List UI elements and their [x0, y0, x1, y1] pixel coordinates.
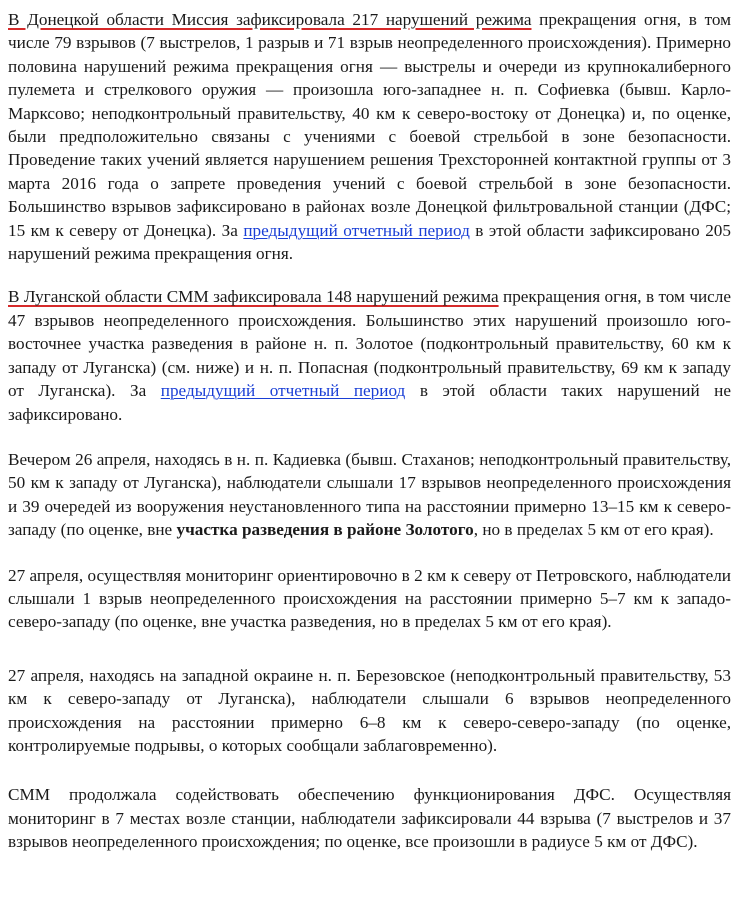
- paragraph-text: Вечером 26 апреля, находясь в н. п. Кадиевка (бывш. Стаханов; неподконтрольный правительству, 50 км к западу от Луганска), наблюдатели слышали 17 взрывов неопределенного происхождения и 39 очередей из вооружения неустановленного типа на расстоянии примерно 13–15 км к северо-западу (по оценке, вне: [8, 449, 731, 540]
- paragraph-text: в этой области зафиксировано 205 нарушений режима прекращения огня.: [8, 220, 731, 264]
- paragraph-text: прекращения огня, в том числе 47 взрывов неопределенного происхождения. Большинство этих нарушений произошло юго-восточнее участка разведения в районе н. п. Золотое (подконтрольный правительству, 60 км к западу от Луганска) (см. ниже) и н. п. Попасная (подконтрольный правительству, 69 км к западу от Луганска). За: [8, 287, 731, 401]
- paragraph-text: в этой области таких нарушений не зафиксировано.: [8, 381, 731, 424]
- paragraph-berezovske: [8, 664, 731, 758]
- paragraph-petrovske: [8, 564, 731, 634]
- bold-disengagement-area: участка разведения в районе Золотого: [176, 520, 474, 540]
- paragraph-text: 27 апреля, находясь на западной окраине н. п. Березовское (неподконтрольный правительству, 53 км к северо-западу от Луганска), наблюдатели слышали 6 взрывов неопределенного происхождения на расстоянии примерно 6–8 км к северо-северо-западу (по оценке, контролируемые подрывы, о которых сообщали заблаговременно).: [8, 665, 731, 755]
- previous-period-link[interactable]: предыдущий отчетный период: [160, 381, 406, 401]
- paragraph-text: СММ продолжала содействовать обеспечению функционирования ДФС. Осуществляя мониторинг в 7 местах возле станции, наблюдатели зафиксировали 44 взрыва (7 выстрелов и 37 взрывов неопределенного происхождения; по оценке, все произошли в радиусе 5 км от ДФС).: [8, 785, 731, 852]
- highlighted-heading-donetsk: В Донецкой области Миссия зафиксировала 217 нарушений режима: [8, 10, 532, 29]
- document-body: [8, 0, 731, 854]
- paragraph-text: прекращения огня, в том числе 79 взрывов (7 выстрелов, 1 разрыв и 71 взрыв неопределенного происхождения). Примерно половина нарушений режима прекращения огня — выстрелы и очереди из крупнокалиберного пулемета и стрелкового оружия — произошла юго-западнее н. п. Софиевка (бывш. Карло-Марксово; неподконтрольный правительству, 40 км к северо-востоку от Донецка) и, по оценке, были предположительно связаны с учениями с боевой стрельбой в зоне безопасности. Проведение таких учений является нарушением решения Трехсторонней контактной группы от 3 марта 2016 года о запрете проведения учений с боевой стрельбой в зоне безопасности. Большинство взрывов зафиксировано в районах возле Донецкой фильтровальной станции (ДФС; 15 км к северу от Донецка). За: [8, 10, 731, 240]
- paragraph-text: 27 апреля, осуществляя мониторинг ориентировочно в 2 км к северу от Петровского, наблюдатели слышали 1 взрыв неопределенного происхождения на расстоянии примерно 5–7 км к западо-северо-западу (по оценке, вне участка разведения, но в пределах 5 км от его края).: [8, 565, 731, 632]
- paragraph-kadiivka: [8, 448, 731, 542]
- paragraph-luhansk: [8, 285, 731, 425]
- previous-period-link[interactable]: предыдущий отчетный период: [243, 220, 470, 240]
- paragraph-dfs: [8, 783, 731, 853]
- paragraph-donetsk: [8, 0, 731, 265]
- paragraph-text: , но в пределах 5 км от его края).: [473, 520, 714, 540]
- highlighted-heading-luhansk: В Луганской области СММ зафиксировала 148 нарушений режима: [8, 287, 499, 307]
